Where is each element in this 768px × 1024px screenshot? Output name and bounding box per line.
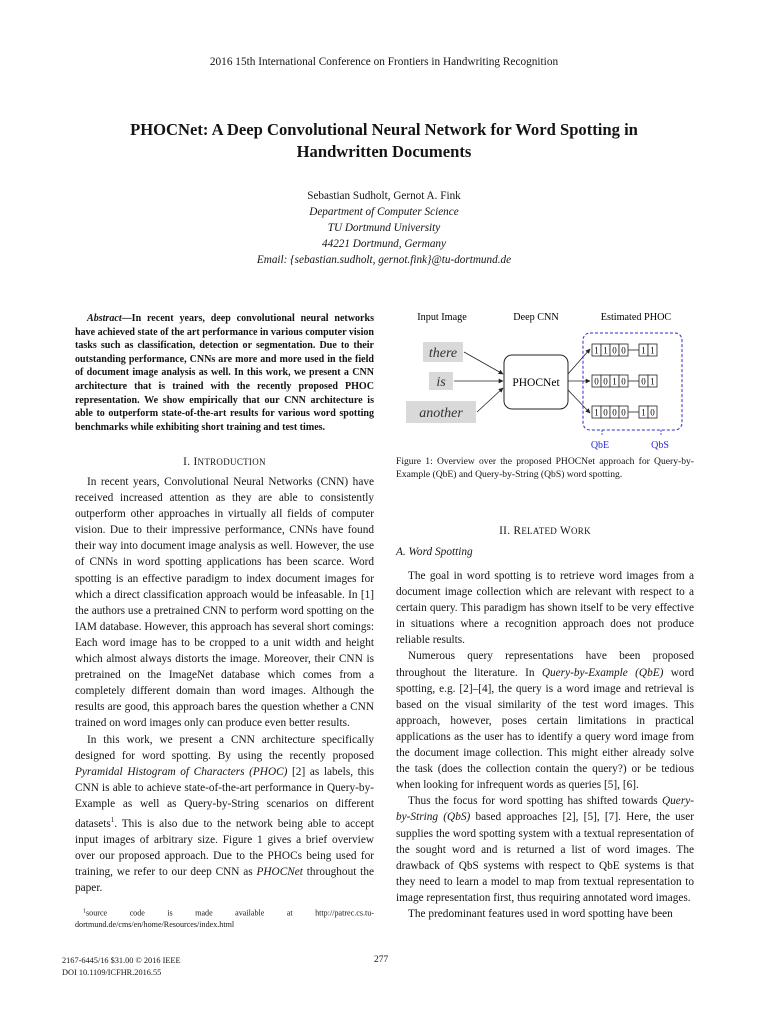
doi-line: DOI 10.1109/ICFHR.2016.55: [62, 967, 162, 977]
label-estimated-phoc: Estimated PHOC: [600, 312, 672, 323]
phoc-vectors: [592, 344, 657, 418]
related-paragraph-2: Numerous query representations have been proposed throughout the literature. In Query-by-Example (QbE) word spotting, e.g. [2]–[4], the query is a word image and retrieval is based on the visual similarity of the test word images. This approach, however, poses certain limitations in practical applications as the user has to identify a query word image from the document image collection. This might either already solve the task (does the collection contain the query?) or be tedious when looking for infrequent words as queries [5], [6].: [396, 650, 694, 792]
label-deep-cnn: Deep CNN: [513, 312, 559, 323]
conference-header: 2016 15th International Conference on Frontiers in Handwriting Recognition: [209, 56, 559, 68]
footnote: $^1$source code is made available at http://patrec.cs.tu-dortmund.de/cms/en/home/Resources/index.html: [75, 908, 374, 930]
svg-text:another: another: [419, 406, 463, 421]
phoc-bit: 1: [603, 345, 608, 356]
phoc-bit: 0: [603, 407, 608, 418]
phocnet-label: PHOCNet: [512, 377, 560, 389]
phoc-bit: 0: [621, 345, 626, 356]
related-paragraph-3: Thus the focus for word spotting has shifted towards Query-by-String (QbS) based approaches [2], [5], [7]. Here, the user supplies the word spotting system with a textual representation of the sought word and is returned a list of word images. The drawback of QbS systems with respect to QbE systems is that they need to learn a model to map from textual representation to image representation first, thus requiring annotated word images.: [396, 795, 694, 904]
author-block: [0, 188, 768, 268]
intro-paragraph-2: In this work, we present a CNN architecture specifically designed for word spotting. By using the recently proposed Pyramidal Histogram of Characters (PHOC) [2] as labels, this CNN is able to achieve state-of-the-art performance in Query-by-Example as well as Query-by-String scenarios on different datasets$^1$. This is also due to the network being able to accept input images of arbitrary size. Figure 1 gives a brief overview over our proposed approach. Due to the PHOCs being used for training, we refer to our deep CNN as PHOCNet throughout the paper.: [75, 733, 374, 895]
author-names: Sebastian Sudholt, Gernot A. Fink: [307, 190, 461, 202]
figure-1: [396, 300, 696, 456]
phoc-bit: 1: [650, 345, 655, 356]
author-city: 44221 Dortmund, Germany: [322, 238, 446, 250]
phoc-bit: 0: [650, 407, 655, 418]
phoc-bit: 0: [594, 376, 599, 387]
title-line-1: PHOCNet: A Deep Convolutional Neural Network for Word Spotting in: [130, 120, 638, 139]
phoc-bit: 0: [621, 376, 626, 387]
phoc-bit: 1: [650, 376, 655, 387]
phoc-bit: 1: [594, 345, 599, 356]
related-paragraph-4: The predominant features used in word spotting have been: [408, 907, 673, 920]
author-email: Email: {sebastian.sudholt, gernot.fink}@tu-dortmund.de: [256, 254, 512, 266]
phoc-bit: 0: [621, 407, 626, 418]
phoc-vector-1: [592, 344, 657, 356]
page-number: 277: [374, 955, 389, 965]
subsection-word-spotting: A. Word Spotting: [396, 546, 473, 558]
svg-text:is: is: [436, 375, 446, 390]
svg-text:there: there: [428, 346, 458, 361]
related-body: [396, 568, 694, 922]
abstract-label: Abstract: [87, 313, 122, 324]
section-heading-introduction: I. INTRODUCTION: [183, 456, 266, 468]
intro-body: [75, 474, 374, 896]
word-image-there: [423, 342, 463, 362]
section-heading-related-work: II. RELATED WORK: [499, 525, 591, 537]
phoc-bit: 1: [641, 345, 646, 356]
qbe-label: QbE: [590, 440, 610, 451]
phoc-bit: 1: [594, 407, 599, 418]
title-line-2: Handwritten Documents: [296, 142, 472, 161]
phoc-bit: 0: [612, 407, 617, 418]
phoc-bit: 1: [641, 407, 646, 418]
word-image-is: [429, 372, 453, 390]
abstract: [75, 312, 374, 434]
related-paragraph-1: The goal in word spotting is to retrieve word images from a document image collection which are relevant with respect to a certain query. This paradigm has shown itself to be very effective in situations where a recognition approach does not produce reliable results.: [396, 570, 694, 647]
abstract-text: —In recent years, deep convolutional neural networks have achieved state of the art performance in various computer vision tasks such as classification, detection or segmentation. Due to their outstanding performance, CNNs are more and more used in the field of document image analysis as well. In this work, we present a CNN architecture that is trained with the recently proposed PHOC representation. We show empirically that our CNN architecture is able to outperform state-of-the-art results for various word spotting benchmarks while exhibiting short training and test times.: [75, 313, 374, 433]
phoc-vector-3: [592, 406, 657, 418]
word-image-another: [406, 401, 476, 423]
issn-line: 2167-6445/16 $31.00 © 2016 IEEE: [62, 956, 181, 965]
phoc-bit: 0: [641, 376, 646, 387]
intro-paragraph-1: In recent years, Convolutional Neural Networks (CNN) have received increased attention as they are able to consistently outperform other approaches in virtually all fields of computer vision. Due to their impressive performance, CNNs have found their way into document image analysis as well. However, the use of CNNs in word spotting applications has been scarce. Word spotting is an effective paradigm to index document images for which a direct classification approach would be infeasable. In [1] the authors use a pretrained CNN to perform word spotting on the IAM database. However, this approach has several short comings: Each word image has to be cropped to a unit width and height which almost always distorts the image. Moreover, their CNN is pretrained on the ImageNet database which comes from a completely different domain than word images. Although the results are good, this approach bares the question whether a CNN trained on word images only can produce even better results.: [75, 476, 374, 730]
label-input-image: Input Image: [417, 312, 467, 323]
qbs-label: QbS: [651, 440, 669, 451]
phoc-bit: 0: [612, 345, 617, 356]
phoc-vector-2: [592, 375, 657, 387]
author-university: TU Dortmund University: [327, 222, 441, 234]
author-department: Department of Computer Science: [309, 206, 459, 218]
phoc-bit: 0: [603, 376, 608, 387]
paper-title: [100, 119, 668, 163]
copyright-footer: [62, 955, 181, 978]
phoc-bit: 1: [612, 376, 617, 387]
figure-1-caption: Figure 1: Overview over the proposed PHOCNet approach for Query-by-Example (QbE) and Query-by-String (QbS) word spotting.: [396, 456, 694, 480]
